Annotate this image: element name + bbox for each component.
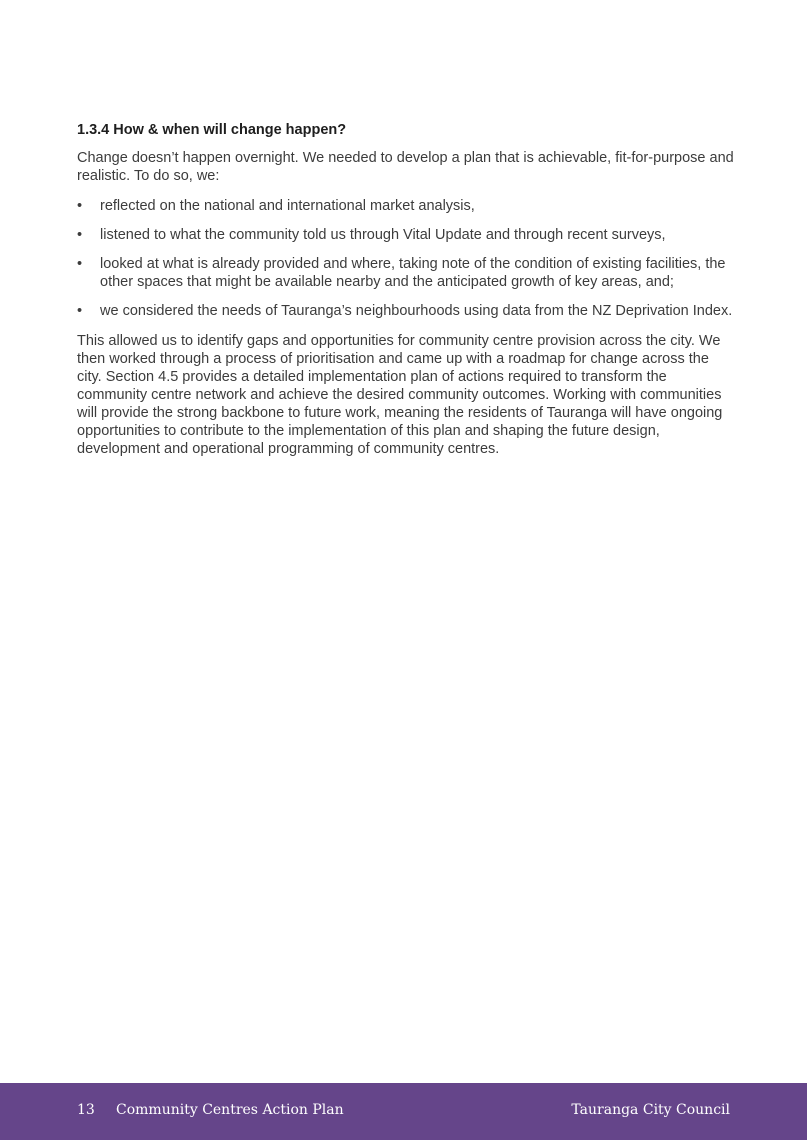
- bullet-icon: •: [77, 227, 83, 243]
- bullet-icon: •: [77, 198, 83, 214]
- list-item: [77, 302, 737, 320]
- document-title: Community Centres Action Plan: [116, 1102, 344, 1118]
- list-item-text: listened to what the community told us through Vital Update and through recent surveys,: [100, 227, 666, 243]
- bullet-list: [77, 197, 737, 320]
- list-item: [77, 197, 737, 215]
- document-body: [77, 121, 737, 458]
- list-item: [77, 255, 737, 291]
- organisation-name: Tauranga City Council: [571, 1102, 730, 1118]
- bullet-icon: •: [77, 303, 83, 319]
- section-heading: 1.3.4 How & when will change happen?: [77, 122, 347, 138]
- closing-paragraph: This allowed us to identify gaps and opportunities for community centre provision across the city. We then worked through a process of prioritisation and came up with a roadmap for change across the city. Section 4.5 provides a detailed implementation plan of actions required to transform the community centre network and achieve the desired community outcomes. Working with communities will provide the strong backbone to future work, meaning the residents of Tauranga will have ongoing opportunities to contribute to the implementation of this plan and shaping the future design, development and operational programming of community centres.: [77, 333, 723, 457]
- bullet-icon: •: [77, 256, 83, 272]
- list-item-text: reflected on the national and international market analysis,: [100, 198, 475, 214]
- list-item-text: we considered the needs of Tauranga’s neighbourhoods using data from the NZ Deprivation Index.: [100, 303, 733, 319]
- page-footer: [0, 1083, 807, 1140]
- list-item: [77, 226, 737, 244]
- list-item-text: looked at what is already provided and where, taking note of the condition of existing facilities, the other spaces that might be available nearby and the anticipated growth of key areas, and;: [100, 256, 726, 290]
- intro-paragraph: Change doesn’t happen overnight. We needed to develop a plan that is achievable, fit-for-purpose and realistic. To do so, we:: [77, 150, 734, 184]
- page-number: 13: [77, 1102, 95, 1118]
